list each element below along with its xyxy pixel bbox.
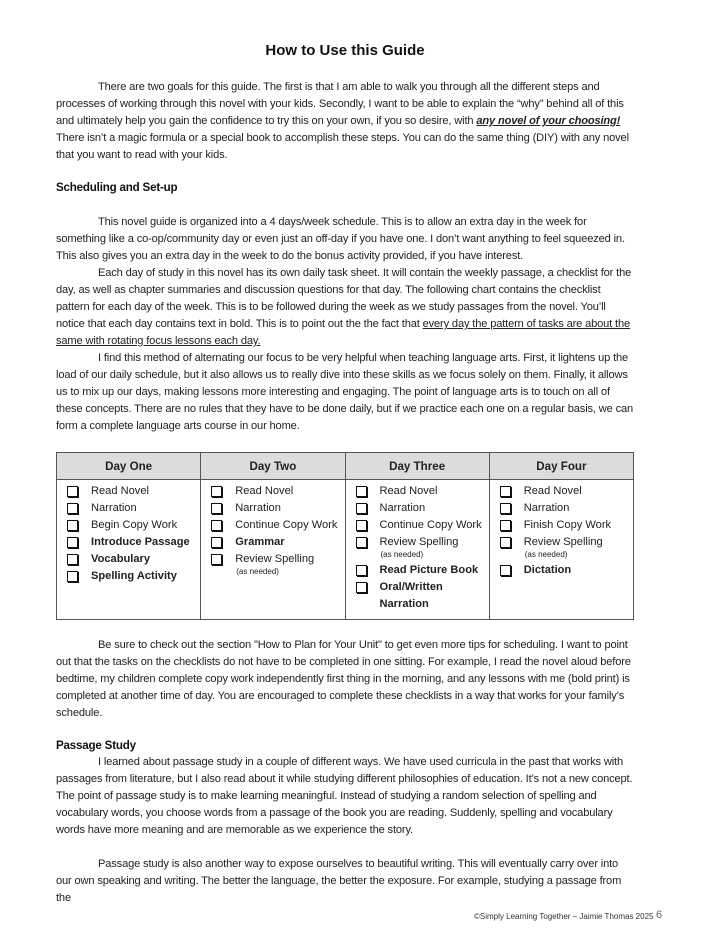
day-column: [57, 480, 201, 620]
intro-emphasis: any novel of your choosing!: [476, 115, 621, 127]
header-day-three: Day Three: [345, 453, 489, 480]
checklist-item: [65, 568, 196, 585]
checkbox-icon: [356, 582, 367, 593]
checklist-item-label: Oral/Written Narration: [379, 581, 443, 610]
checklist-item-note: (as needed): [524, 550, 568, 559]
checklist-item-label: Narration: [235, 502, 281, 514]
checklist-item-label: Read Novel: [235, 485, 294, 497]
scheduling-text-3: I find this method of alternating our focus to be very helpful when teaching language arts. First, it lightens up the load of our daily schedule, but it also allows us to really dive into these skills as we focus solely on them. Finally, it allows us to mix up our days, making lessons more interesting and engaging. The point of language arts is to touch on all of these concepts. There are no rules that they have to be done daily, but if we practice each one on a regular basis, we can form a complete language arts course in our home.: [56, 352, 634, 432]
intro-text: There are two goals for this guide. The first is that I am able to walk you through all the different steps and processes of working through this novel with your kids. Secondly, I want to be able to explain the “why” behind all of this and ultimately help you gain the confidence to try this on your own, if you so desire, with: [56, 81, 624, 127]
checklist-item: [354, 562, 485, 579]
checklist-item-label: Narration: [379, 502, 426, 514]
checkbox-icon: [211, 554, 222, 565]
checkbox-icon: [211, 520, 222, 531]
checkbox-icon: [500, 537, 511, 548]
passage-text-2: Passage study is also another way to expose ourselves to beautiful writing. This will eventually carry over into our own speaking and writing. The better the language, the better the exposure. For example, studying a passage from the: [56, 858, 622, 904]
checklist-item-label: Read Novel: [91, 485, 149, 497]
day-column: [345, 480, 489, 620]
checklist-item-label: Review Spelling: [235, 553, 315, 565]
day-column: [489, 480, 633, 620]
checklist-item-label: Spelling Activity: [91, 570, 177, 582]
checklist-item: [209, 551, 340, 568]
checkbox-icon: [67, 503, 78, 514]
checkbox-icon: [500, 565, 511, 576]
checklist-item: [354, 517, 485, 534]
checkbox-icon: [356, 486, 367, 497]
checklist-item-note: (as needed): [380, 550, 424, 559]
checkbox-icon: [211, 537, 222, 548]
checklist-item: [65, 517, 196, 534]
checklist-item: [498, 517, 629, 534]
checklist-item: [65, 483, 196, 500]
checklist-item: [498, 483, 629, 500]
checklist-item-label: Read Novel: [523, 485, 582, 497]
scheduling-heading: Scheduling and Set-up: [56, 181, 178, 194]
weekly-checklist-table: [56, 452, 634, 620]
passage-text-1: I learned about passage study in a couple of different ways. We have used curricula in the past that works with passages from literature, but I also read about it while studying different philosophies of education. It’s not a new concept. The point of passage study is to make learning meaningful. Instead of studying a random selection of spelling and vocabulary words, you choose words from a passage of the book you are reading. Suddenly, spelling and vocabulary words have more meaning and are memorable as we experience the story.: [56, 756, 633, 836]
checklist-item: [354, 483, 485, 500]
page-number: 6: [656, 909, 663, 921]
checkbox-icon: [356, 520, 367, 531]
scheduling-paragraph-3: [56, 350, 634, 435]
checkbox-icon: [67, 520, 78, 531]
checkbox-icon: [356, 537, 367, 548]
intro-paragraph: [56, 79, 634, 164]
checklist-item-note: (as needed): [236, 567, 279, 576]
checklist-item-label: Introduce Passage: [91, 536, 190, 548]
after-table-paragraph: [56, 637, 634, 722]
scheduling-underlined-text: every day the pattern of tasks are about the same with rotating focus lessons each day.: [56, 318, 631, 347]
checklist-item-label: Read Novel: [379, 485, 438, 497]
checkbox-icon: [211, 503, 222, 514]
checklist-item: [498, 500, 629, 517]
checklist-item: [209, 534, 340, 551]
checkbox-icon: [500, 503, 511, 514]
checkbox-icon: [67, 554, 78, 565]
checklist-item: [354, 579, 485, 613]
checklist-item: [354, 534, 485, 551]
checklist-item: [65, 500, 196, 517]
checklist-item: [209, 517, 340, 534]
scheduling-paragraph-1: [56, 214, 634, 265]
checklist-item: [65, 551, 196, 568]
page-title: How to Use this Guide: [265, 42, 425, 59]
day-column: [201, 480, 345, 620]
checkbox-icon: [67, 537, 78, 548]
checkbox-icon: [356, 503, 367, 514]
scheduling-paragraph-2: [56, 265, 634, 350]
checklist-item: [209, 500, 340, 517]
checklist-item-label: Vocabulary: [91, 553, 150, 565]
checklist-item-label: Begin Copy Work: [91, 519, 178, 531]
checklist-item-label: Read Picture Book: [379, 564, 479, 576]
checkbox-icon: [67, 486, 78, 497]
header-day-four: Day Four: [489, 453, 633, 480]
intro-text-end: There isn’t a magic formula or a special book to accomplish these steps. You can do the same thing (DIY) with any novel that you want to read with your kids.: [56, 132, 629, 161]
passage-paragraph-2: [56, 856, 634, 907]
checklist-item: [354, 500, 485, 517]
checklist-item-label: Narration: [523, 502, 570, 514]
scheduling-text-2: Each day of study in this novel has its own daily task sheet. It will contain the weekly passage, a checklist for the day, as well as chapter summaries and discussion questions for that day. The following chart contains the checklist pattern for each day of the week. This is to be followed during the week as we study passages from the novel. You’ll notice that each day contains text in bold. This is to point out the the fact that: [56, 267, 632, 330]
checklist-item: [498, 534, 629, 551]
checkbox-icon: [67, 571, 78, 582]
footer-copyright: ©Simply Learning Together – Jaimie Thomas 2025: [474, 912, 654, 921]
checklist-item: [498, 562, 629, 579]
checklist-item-label: Grammar: [235, 536, 285, 548]
header-day-two: Day Two: [201, 453, 345, 480]
after-table-text: Be sure to check out the section "How to Plan for Your Unit" to get even more tips for scheduling. I want to point out that the tasks on the checklists do not have to be completed in one sitting. For example, I read the novel aloud before bedtime, my children complete copy work independently first thing in the morning, and any lessons with me (bold print) is completed at another time of day. You are encouraged to complete these checklists in a way that works for your family’s schedule.: [56, 639, 631, 719]
checklist-item-label: Dictation: [523, 564, 572, 576]
checklist-item-label: Narration: [91, 502, 137, 514]
checklist-item: [209, 483, 340, 500]
checklist-item-label: Continue Copy Work: [379, 519, 482, 531]
checkbox-icon: [211, 486, 222, 497]
checklist-item-label: Finish Copy Work: [523, 519, 612, 531]
passage-study-heading: Passage Study: [56, 739, 136, 752]
scheduling-text-1: This novel guide is organized into a 4 days/week schedule. This is to allow an extra day in the week for something like a co-op/community day or even just an off-day if you have one. I don’t want anything to feel squeezed in. This also gives you an extra day in the week to do the bonus activity provided, if you have interest.: [56, 216, 625, 262]
checklist-item: [65, 534, 196, 551]
passage-paragraph-1: [56, 754, 634, 839]
checkbox-icon: [500, 486, 511, 497]
checkbox-icon: [356, 565, 367, 576]
checklist-item-label: Review Spelling: [523, 536, 603, 548]
checklist-item-label: Continue Copy Work: [235, 519, 338, 531]
header-day-one: Day One: [57, 453, 201, 480]
checklist-item-label: Review Spelling: [379, 536, 459, 548]
checkbox-icon: [500, 520, 511, 531]
